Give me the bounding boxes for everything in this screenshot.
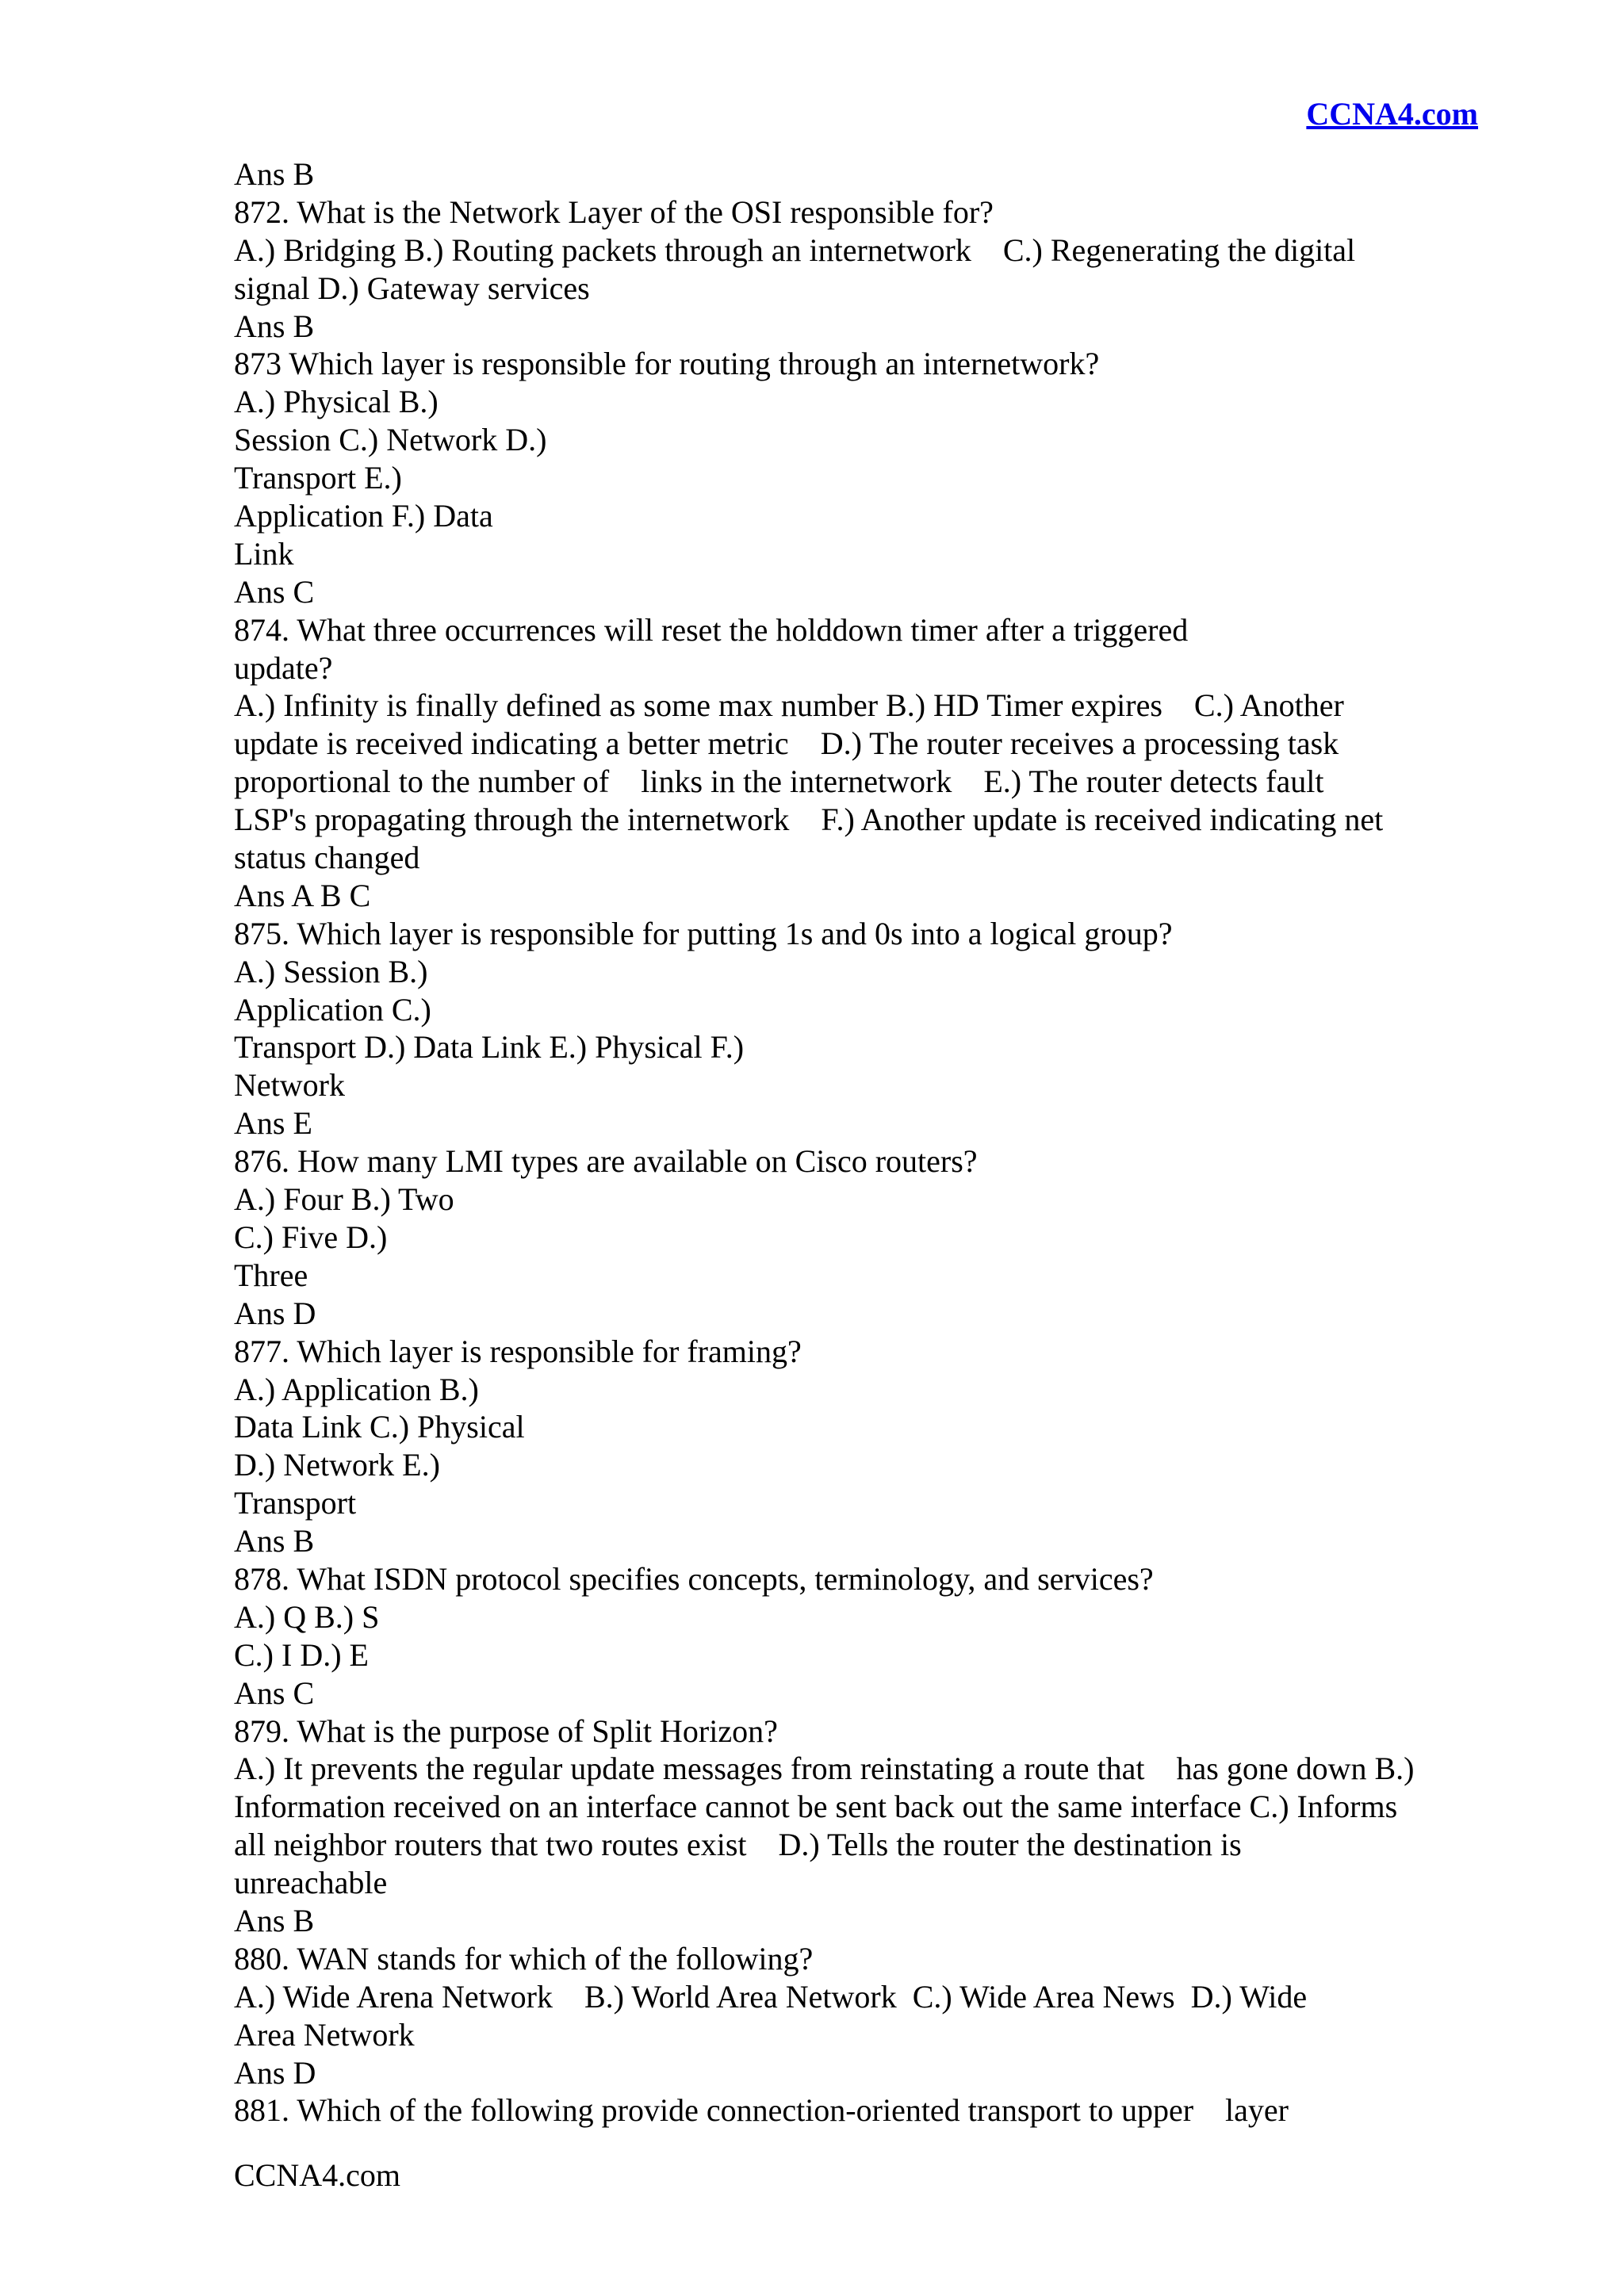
text-line: D.) Network E.): [234, 1447, 440, 1483]
text-line: 874. What three occurrences will reset the holddown timer after a triggered: [234, 611, 1189, 648]
text-line: Data Link C.) Physical: [234, 1409, 525, 1445]
text-line: A.) Bridging B.) Routing packets through an internetwork C.) Regenerating the digital: [234, 232, 1356, 268]
document-body: [234, 155, 1503, 2130]
text-line: 873 Which layer is responsible for routing through an internetwork?: [234, 346, 1100, 382]
text-line: unreachable: [234, 1865, 388, 1901]
text-line: 878. What ISDN protocol specifies concepts, terminology, and services?: [234, 1560, 1154, 1597]
text-line: A.) Infinity is finally defined as some max number B.) HD Timer expires C.) Another: [234, 687, 1344, 724]
text-line: Ans C: [234, 573, 315, 610]
text-line: proportional to the number of links in the internetwork E.) The router detects fault: [234, 763, 1324, 800]
text-line: Information received on an interface cannot be sent back out the same interface C.) Informs: [234, 1789, 1398, 1825]
text-line: Link: [234, 535, 294, 572]
text-line: Ans E: [234, 1105, 312, 1142]
text-line: 875. Which layer is responsible for putting 1s and 0s into a logical group?: [234, 915, 1173, 951]
text-line: Session C.) Network D.): [234, 422, 547, 458]
text-line: 880. WAN stands for which of the following?: [234, 1940, 814, 1976]
text-line: Three: [234, 1257, 308, 1293]
text-line: Ans B: [234, 156, 315, 192]
text-line: Ans D: [234, 1295, 316, 1331]
text-line: Ans B: [234, 1523, 315, 1559]
text-line: Ans B: [234, 308, 315, 344]
text-line: Ans B: [234, 1902, 315, 1938]
text-line: 881. Which of the following provide connection-oriented transport to upper layer: [234, 2092, 1289, 2129]
text-line: A.) Q B.) S: [234, 1598, 380, 1635]
text-line: 879. What is the purpose of Split Horizon?: [234, 1712, 778, 1749]
text-line: update?: [234, 649, 333, 686]
text-line: Transport E.): [234, 460, 402, 496]
text-line: Transport: [234, 1485, 357, 1521]
text-line: 876. How many LMI types are available on Cisco routers?: [234, 1143, 978, 1180]
text-line: A.) Session B.): [234, 953, 428, 989]
text-line: A.) Physical B.): [234, 384, 439, 420]
text-line: Application C.): [234, 991, 431, 1027]
text-line: 872. What is the Network Layer of the OSI responsible for?: [234, 193, 994, 230]
text-line: A.) Wide Arena Network B.) World Area Network C.) Wide Area News D.) Wide: [234, 1978, 1308, 2015]
text-line: C.) I D.) E: [234, 1636, 369, 1673]
text-line: LSP's propagating through the internetwork F.) Another update is received indicating net: [234, 802, 1384, 838]
header-site-link[interactable]: CCNA4.com: [1306, 96, 1478, 132]
text-line: Transport D.) Data Link E.) Physical F.): [234, 1029, 745, 1066]
text-line: A.) Application B.): [234, 1371, 479, 1407]
text-line: Ans A B C: [234, 877, 371, 913]
footer-site-name: CCNA4.com: [234, 2157, 400, 2193]
text-line: update is received indicating a better metric D.) The router receives a processing task: [234, 725, 1339, 762]
text-line: Application F.) Data: [234, 498, 493, 534]
text-line: Network: [234, 1067, 345, 1104]
text-line: C.) Five D.): [234, 1219, 388, 1255]
text-line: Area Network: [234, 2016, 415, 2053]
text-line: 877. Which layer is responsible for framing?: [234, 1333, 802, 1369]
text-line: all neighbor routers that two routes exist D.) Tells the router the destination is: [234, 1827, 1242, 1863]
text-line: A.) It prevents the regular update messages from reinstating a route that has gone down B.): [234, 1751, 1415, 1787]
text-line: A.) Four B.) Two: [234, 1181, 454, 1218]
text-line: Ans C: [234, 1674, 315, 1711]
text-line: signal D.) Gateway services: [234, 270, 590, 306]
text-line: Ans D: [234, 2054, 316, 2091]
text-line: status changed: [234, 840, 420, 876]
